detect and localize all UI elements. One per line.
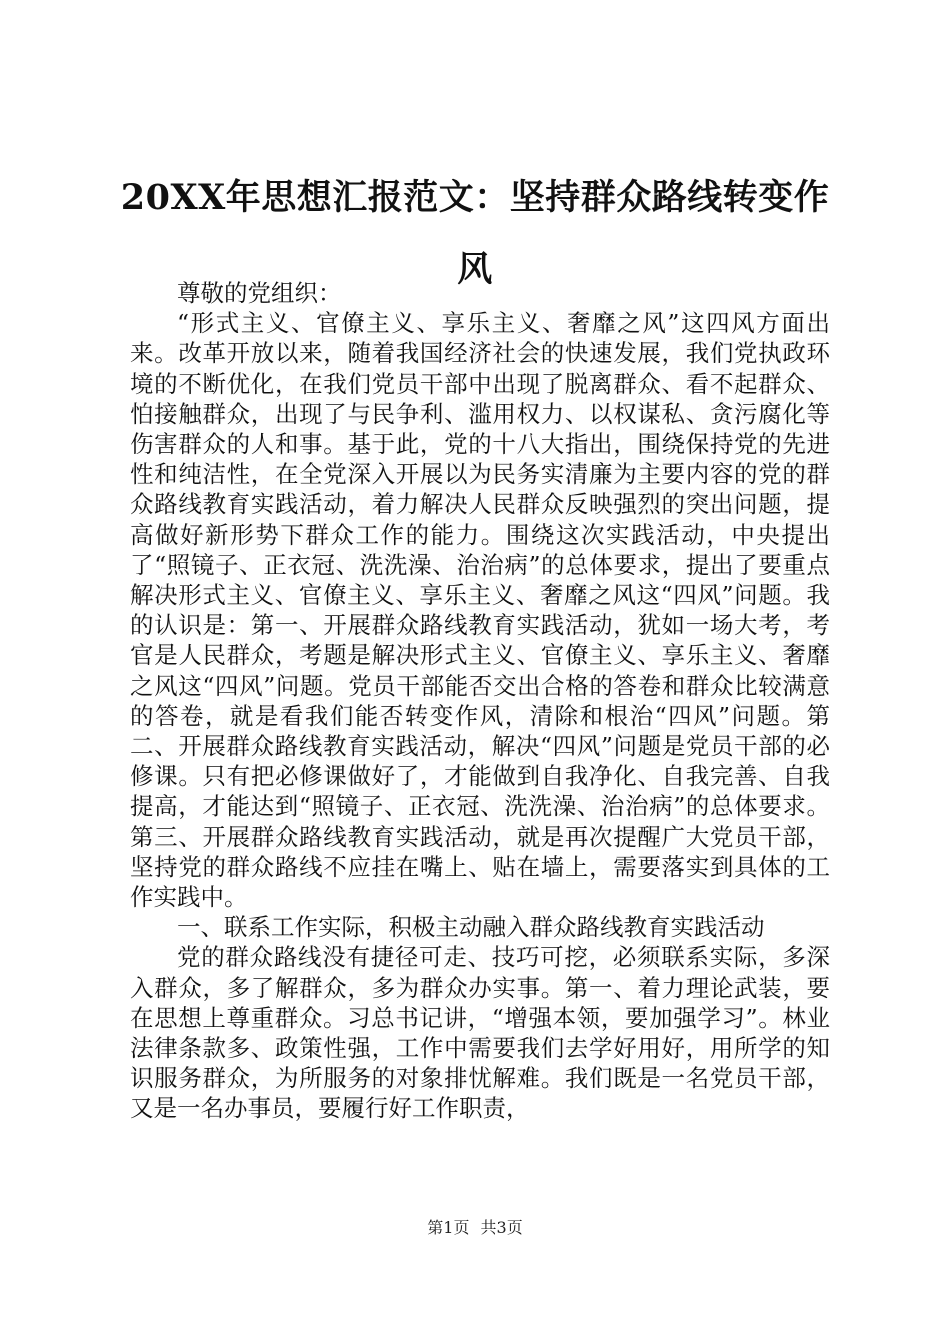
page-footer xyxy=(0,1218,950,1238)
page-total: 共3页 xyxy=(480,1218,523,1237)
section-heading: 一、联系工作实际，积极主动融入群众路线教育实践活动 xyxy=(177,913,765,942)
body-paragraph: “形式主义、官僚主义、享乐主义、奢靡之风”这四风方面出来。改革开放以来，随着我国经济社会的快速发展，我们党执政环境的不断优化，在我们党员干部中出现了脱离群众、看不起群众、怕接触群众，出现了与民争利、滥用权力、以权谋私、贪污腐化等伤害群众的人和事。基于此，党的十八大指出，围绕保持党的先进性和纯洁性，在全党深入开展以为民务实清廉为主要内容的党的群众路线教育实践活动，着力解决人民群众反映强烈的突出问题，提高做好新形势下群众工作的能力。围绕这次实践活动，中央提出了“照镜子、正衣冠、洗洗澡、治治病”的总体要求，提出了要重点解决形式主义、官僚主义、享乐主义、奢靡之风这“四风”问题。我的认识是：第一、开展群众路线教育实践活动，犹如一场大考，考官是人民群众，考题是解决形式主义、官僚主义、享乐主义、奢靡之风这“四风”问题。党员干部能否交出合格的答卷和群众比较满意的答卷，就是看我们能否转变作风，清除和根治“四风”问题。第二、开展群众路线教育实践活动，解决“四风”问题是党员干部的必修课。只有把必修课做好了，才能做到自我净化、自我完善、自我提高，才能达到“照镜子、正衣冠、洗洗澡、治治病”的总体要求。第三、开展群众路线教育实践活动，就是再次提醒广大党员干部，坚持党的群众路线不应挂在嘴上、贴在墙上，需要落实到具体的工作实践中。 xyxy=(130,309,830,912)
document-body xyxy=(130,278,830,1124)
salutation: 尊敬的党组织： xyxy=(177,279,342,307)
page-number: 第1页 xyxy=(427,1218,470,1237)
body-paragraph: 党的群众路线没有捷径可走、技巧可挖，必须联系实际，多深入群众，多了解群众，多为群众办实事。第一、着力理论武装，要在思想上尊重群众。习总书记讲，“增强本领，要加强学习”。林业法律条款多、政策性强，工作中需要我们去学好用好，用所学的知识服务群众，为所服务的对象排忧解难。我们既是一名党员干部，又是一名办事员，要履行好工作职责， xyxy=(130,943,830,1123)
document-title: 20XX年思想汇报范文：坚持群众路线转变作风 xyxy=(120,177,830,290)
